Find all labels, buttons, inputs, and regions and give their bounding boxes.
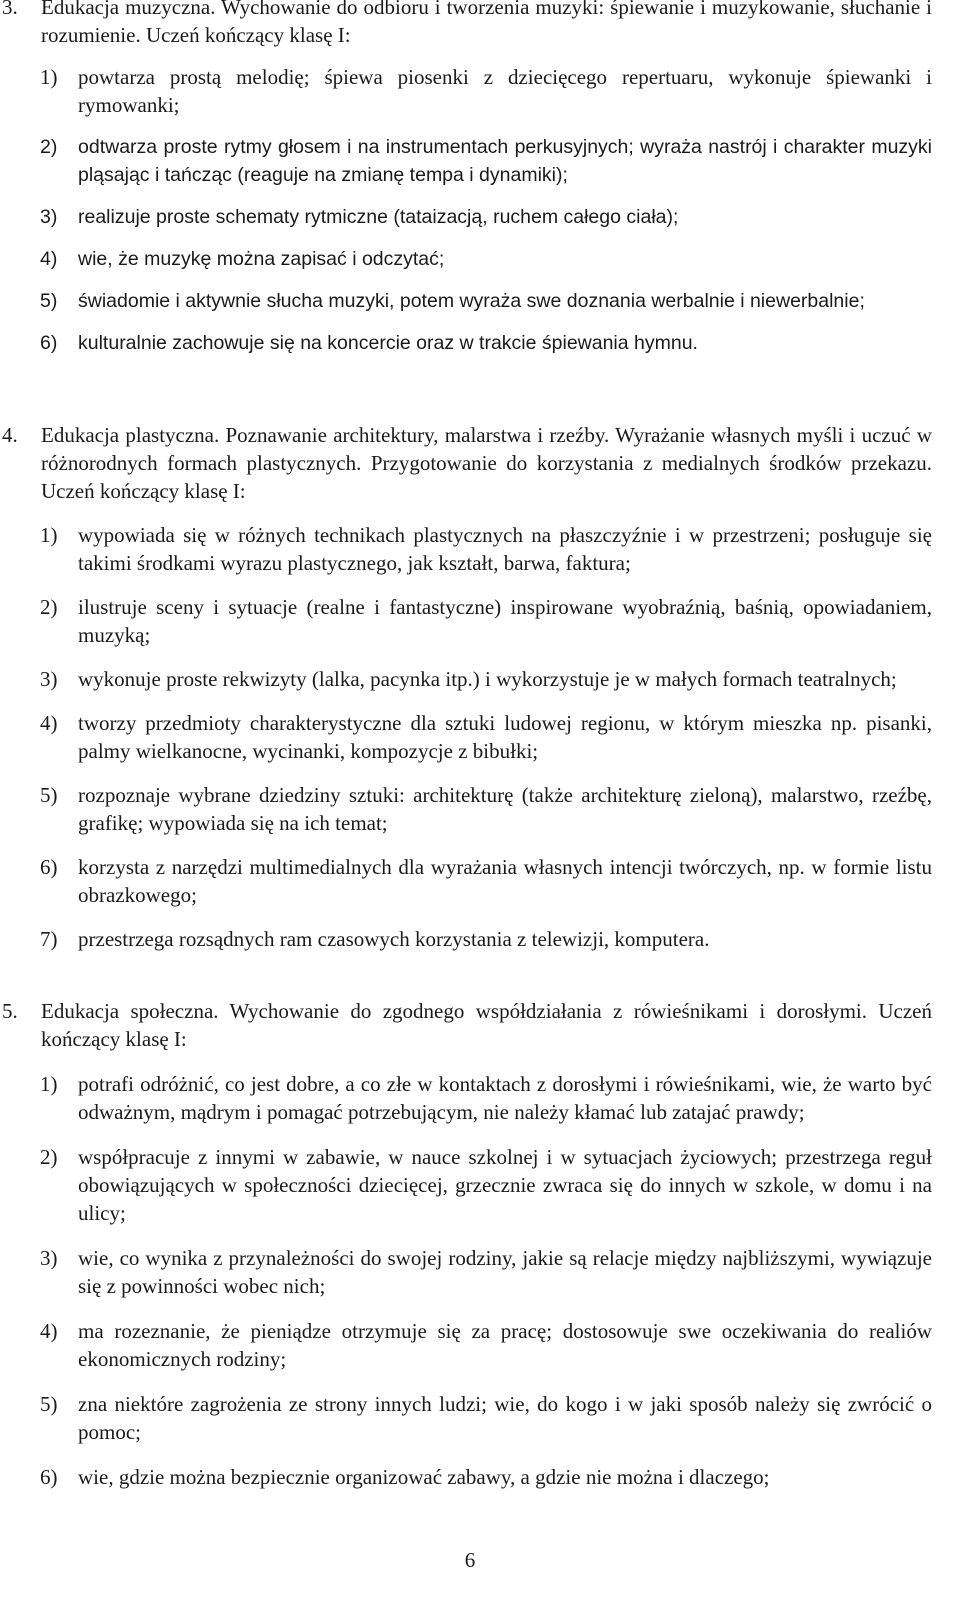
- item-text: wykonuje proste rekwizyty (lalka, pacynka itp.) i wykorzystuje je w małych formach teatralnych;: [78, 667, 897, 691]
- section-social-education: [2, 997, 932, 1491]
- item-text: wie, że muzykę można zapisać i odczytać;: [78, 248, 445, 270]
- item-text: korzysta z narzędzi multimedialnych dla wyrażania własnych intencji twórczych, np. w formie listu obrazkowego;: [78, 855, 932, 907]
- list-item: [2, 133, 932, 189]
- item-text: potrafi odróżnić, co jest dobre, a co złe w kontaktach z dorosłymi i rówieśnikami, wie, że warto być odważnym, mądrym i pomagać potrzebującym, nie należy kłamać lub zatajać prawdy;: [78, 1072, 932, 1124]
- item-text: powtarza prostą melodię; śpiewa piosenki z dziecięcego repertuaru, wykonuje śpiewanki i rymowanki;: [78, 65, 932, 117]
- section-number: 3.: [2, 0, 18, 19]
- outcome-list: [2, 521, 932, 953]
- list-item: [2, 287, 932, 315]
- section-art-education: [2, 421, 932, 953]
- item-text: ma rozeznanie, że pieniądze otrzymuje się za pracę; dostosowuje swe oczekiwania do realiów ekonomicznych rodziny;: [78, 1319, 932, 1371]
- section-heading-text: Edukacja muzyczna. Wychowanie do odbioru i tworzenia muzyki: śpiewanie i muzykowanie, słuchanie i rozumienie. Uczeń kończący klasę I:: [41, 0, 932, 47]
- list-item: [2, 1143, 932, 1227]
- section-heading: [2, 421, 932, 505]
- list-item: [2, 521, 932, 577]
- item-text: realizuje proste schematy rytmiczne (tataizacją, ruchem całego ciała);: [78, 206, 679, 228]
- list-item: [2, 665, 932, 693]
- list-item: [2, 781, 932, 837]
- section-number: 5.: [2, 999, 18, 1023]
- item-text: odtwarza proste rytmy głosem i na instrumentach perkusyjnych; wyraża nastrój i charakter muzyki pląsając i tańcząc (reaguje na zmianę tempa i dynamiki);: [78, 136, 932, 186]
- outcome-list: [2, 1070, 932, 1491]
- list-item: [2, 63, 932, 119]
- section-heading-text: Edukacja społeczna. Wychowanie do zgodnego współdziałania z rówieśnikami i dorosłymi. Uczeń kończący klasę I:: [41, 999, 932, 1051]
- item-number: 1): [40, 523, 58, 547]
- item-number: 5): [40, 290, 58, 312]
- list-item: [2, 1463, 932, 1491]
- item-number: 4): [40, 248, 58, 270]
- item-number: 4): [40, 1319, 58, 1343]
- item-text: współpracuje z innymi w zabawie, w nauce szkolnej i w sytuacjach życiowych; przestrzega reguł obowiązujących w społeczności dziecięcej, grzecznie zwraca się do innych w szkole, w domu i na ulicy;: [78, 1145, 932, 1225]
- item-number: 6): [40, 332, 58, 354]
- list-item: [2, 853, 932, 909]
- item-number: 1): [40, 1072, 58, 1096]
- item-number: 3): [40, 667, 58, 691]
- section-heading: [2, 997, 932, 1053]
- list-item: [2, 329, 932, 357]
- item-number: 2): [40, 595, 58, 619]
- item-number: 1): [40, 65, 58, 89]
- section-heading: [2, 0, 932, 49]
- list-item: [2, 1070, 932, 1126]
- page-number: 6: [464, 1548, 476, 1572]
- item-text: zna niektóre zagrożenia ze strony innych ludzi; wie, do kogo i w jaki sposób należy się zwrócić o pomoc;: [78, 1392, 932, 1444]
- item-number: 3): [40, 1246, 58, 1270]
- item-number: 6): [40, 855, 58, 879]
- item-text: tworzy przedmioty charakterystyczne dla sztuki ludowej regionu, w którym mieszka np. pisanki, palmy wielkanocne, wycinanki, kompozycje z bibułki;: [78, 711, 932, 763]
- item-number: 5): [40, 1392, 58, 1416]
- item-number: 2): [40, 1145, 58, 1169]
- item-text: rozpoznaje wybrane dziedziny sztuki: architekturę (także architekturę zieloną), malarstwo, rzeźbę, grafikę; wypowiada się na ich temat;: [78, 783, 932, 835]
- list-item: [2, 925, 932, 953]
- item-text: świadomie i aktywnie słucha muzyki, potem wyraża swe doznania werbalnie i niewerbalnie;: [78, 290, 865, 312]
- list-item: [2, 593, 932, 649]
- item-number: 6): [40, 1465, 58, 1489]
- outcome-list: [2, 63, 932, 357]
- list-item: [2, 203, 932, 231]
- item-text: wypowiada się w różnych technikach plastycznych na płaszczyźnie i w przestrzeni; posługuje się takimi środkami wyrazu plastycznego, jak kształt, barwa, faktura;: [78, 523, 932, 575]
- list-item: [2, 1244, 932, 1300]
- item-number: 5): [40, 783, 58, 807]
- item-number: 2): [40, 136, 58, 158]
- item-text: kulturalnie zachowuje się na koncercie oraz w trakcie śpiewania hymnu.: [78, 332, 698, 354]
- list-item: [2, 709, 932, 765]
- item-text: wie, co wynika z przynależności do swojej rodziny, jakie są relacje między najbliższymi, wywiązuje się z powinności wobec nich;: [78, 1246, 932, 1298]
- item-number: 3): [40, 206, 58, 228]
- item-text: wie, gdzie można bezpiecznie organizować zabawy, a gdzie nie można i dlaczego;: [78, 1465, 770, 1489]
- item-number: 7): [40, 927, 58, 951]
- list-item: [2, 1390, 932, 1446]
- item-text: przestrzega rozsądnych ram czasowych korzystania z telewizji, komputera.: [78, 927, 710, 951]
- item-number: 4): [40, 711, 58, 735]
- item-text: ilustruje sceny i sytuacje (realne i fantastyczne) inspirowane wyobraźnią, baśnią, opowiadaniem, muzyką;: [78, 595, 932, 647]
- list-item: [2, 1317, 932, 1373]
- section-heading-text: Edukacja plastyczna. Poznawanie architektury, malarstwa i rzeźby. Wyrażanie własnych myśli i uczuć w różnorodnych formach plastycznych. Przygotowanie do korzystania z medialnych środków przekazu. Uczeń kończący klasę I:: [41, 423, 932, 503]
- section-number: 4.: [2, 423, 18, 447]
- section-music-education: [2, 0, 932, 357]
- list-item: [2, 245, 932, 273]
